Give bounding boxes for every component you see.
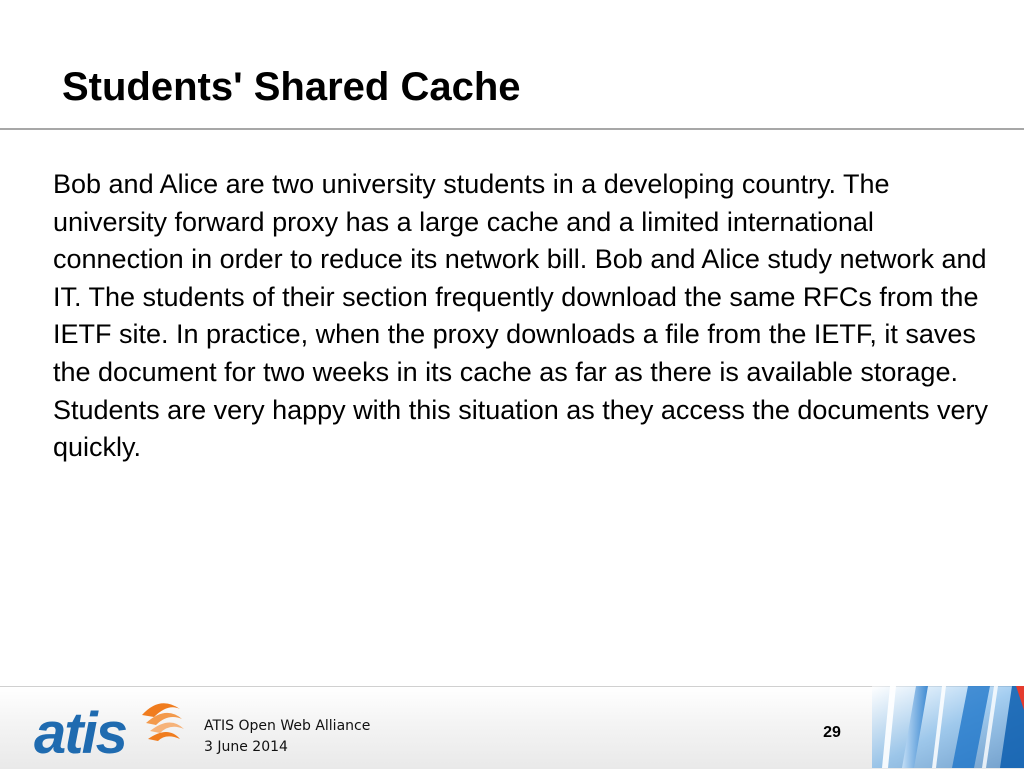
page-number: 29	[823, 724, 841, 741]
footer-date: 3 June 2014	[204, 739, 288, 755]
atis-logo	[30, 697, 190, 759]
logo-wordmark: atis	[34, 701, 126, 759]
corner-decoration	[872, 686, 1024, 768]
title-divider	[0, 128, 1024, 130]
slide-body-text: Bob and Alice are two university students in a developing country. The university forward proxy has a large cache and a limited international connection in order to reduce its network bill. Bob and Alice study network and IT. The students of their section frequently download the same RFCs from the IETF site. In practice, when the proxy downloads a file from the IETF, it saves the document for two weeks in its cache as far as there is available storage. Students are very happy with this situation as they access the documents very quickly.	[53, 169, 988, 463]
slide-title: Students' Shared Cache	[62, 65, 521, 109]
corner-stripes-graphic	[872, 686, 1024, 768]
atis-logo-graphic	[30, 697, 190, 759]
footer-organization: ATIS Open Web Alliance	[204, 718, 371, 734]
logo-swirl-icon	[142, 703, 184, 741]
